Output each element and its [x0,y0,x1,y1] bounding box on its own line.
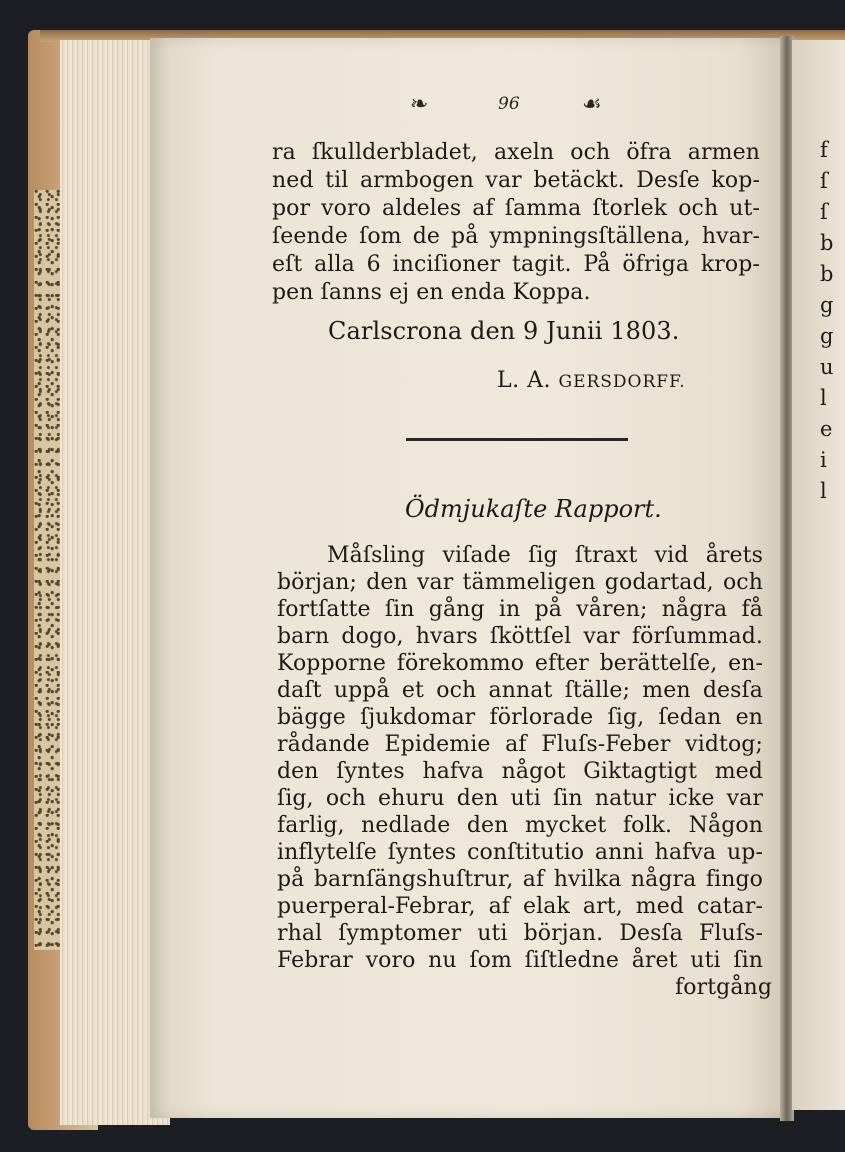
page-number: 96 [498,94,520,114]
text-line: inflytelſe ſyntes conſtitutio anni hafva up- [277,840,763,865]
catchword: fortgång [675,975,772,1000]
text-line: por voro aldeles af ſamma ſtorlek och ut- [272,196,760,221]
signature-surname: GERSDORFF. [558,372,686,392]
ornament-left-icon: ❧ [410,92,429,117]
right-page-letters [820,135,845,507]
text-line: Måſsling viſade ſig ſtraxt vid årets [327,543,763,568]
text-line: Kopporne förekommo efter berättelſe, en- [277,651,763,676]
text-line: på barnſängshuſtrur, af hvilka några fingo [277,867,763,892]
ornament-right-icon: ☙ [582,92,602,117]
text-line: ra ſkullderbladet, axeln och öfra armen [272,140,760,165]
running-header [410,92,630,120]
right-page-letter: b [820,231,834,255]
right-page-letter: u [820,355,834,379]
text-line: daſt uppå et och annat ſtälle; men desſa [277,678,763,703]
text-line: ned til armbogen var betäckt. Desſe kop- [272,168,760,193]
text-line: eſt alla 6 inciſioner tagit. På öfriga krop- [272,252,760,277]
text-line: rhal ſymptomer uti början. Desſa Fluſs- [277,921,763,946]
text-line: ſig, och ehuru den uti ſin natur icke var [277,786,763,811]
text-line: Febrar voro nu ſom ſiſtledne året uti ſin [277,948,763,973]
text-line: puerperal-Febrar, af elak art, med catar- [277,894,763,919]
signature-initials: L. A. [497,368,551,393]
text-line: ſeende ſom de på ympningsſtällena, hvar- [272,224,760,249]
text-line: farlig, nedlade den mycket folk. Någon [277,813,763,838]
right-page-letter: g [820,324,834,348]
text-line: pen ſanns ej en enda Koppa. [272,280,591,305]
text-line: fortſatte ſin gång in på våren; några få [277,597,763,622]
text-line: rådande Epidemie af Fluſs-Feber vidtog; [277,732,763,757]
text-line: den ſyntes hafva något Giktagtigt med [277,759,763,784]
right-page-letter: ſ [820,169,828,193]
right-page-letter: g [820,293,834,317]
section-title: Ödmjukaſte Rapport. [405,495,662,523]
signature [497,368,686,395]
right-page-letter: ſ [820,200,828,224]
text-line: bägge ſjukdomar förlorade ſig, ſedan en [277,705,763,730]
section-divider [406,438,628,441]
right-page-letter: l [820,479,827,503]
text-line: barn dogo, hvars ſköttſel var förſummad. [277,624,763,649]
right-page-letter: f [820,138,828,162]
text-line: början; den var tämmeligen godartad, och [277,570,763,595]
place-date: Carlscrona den 9 Junii 1803. [328,317,680,345]
right-page-letter: e [820,417,833,441]
right-page-letter: b [820,262,834,286]
right-page-letter: l [820,386,827,410]
right-page-letter: i [820,448,827,472]
